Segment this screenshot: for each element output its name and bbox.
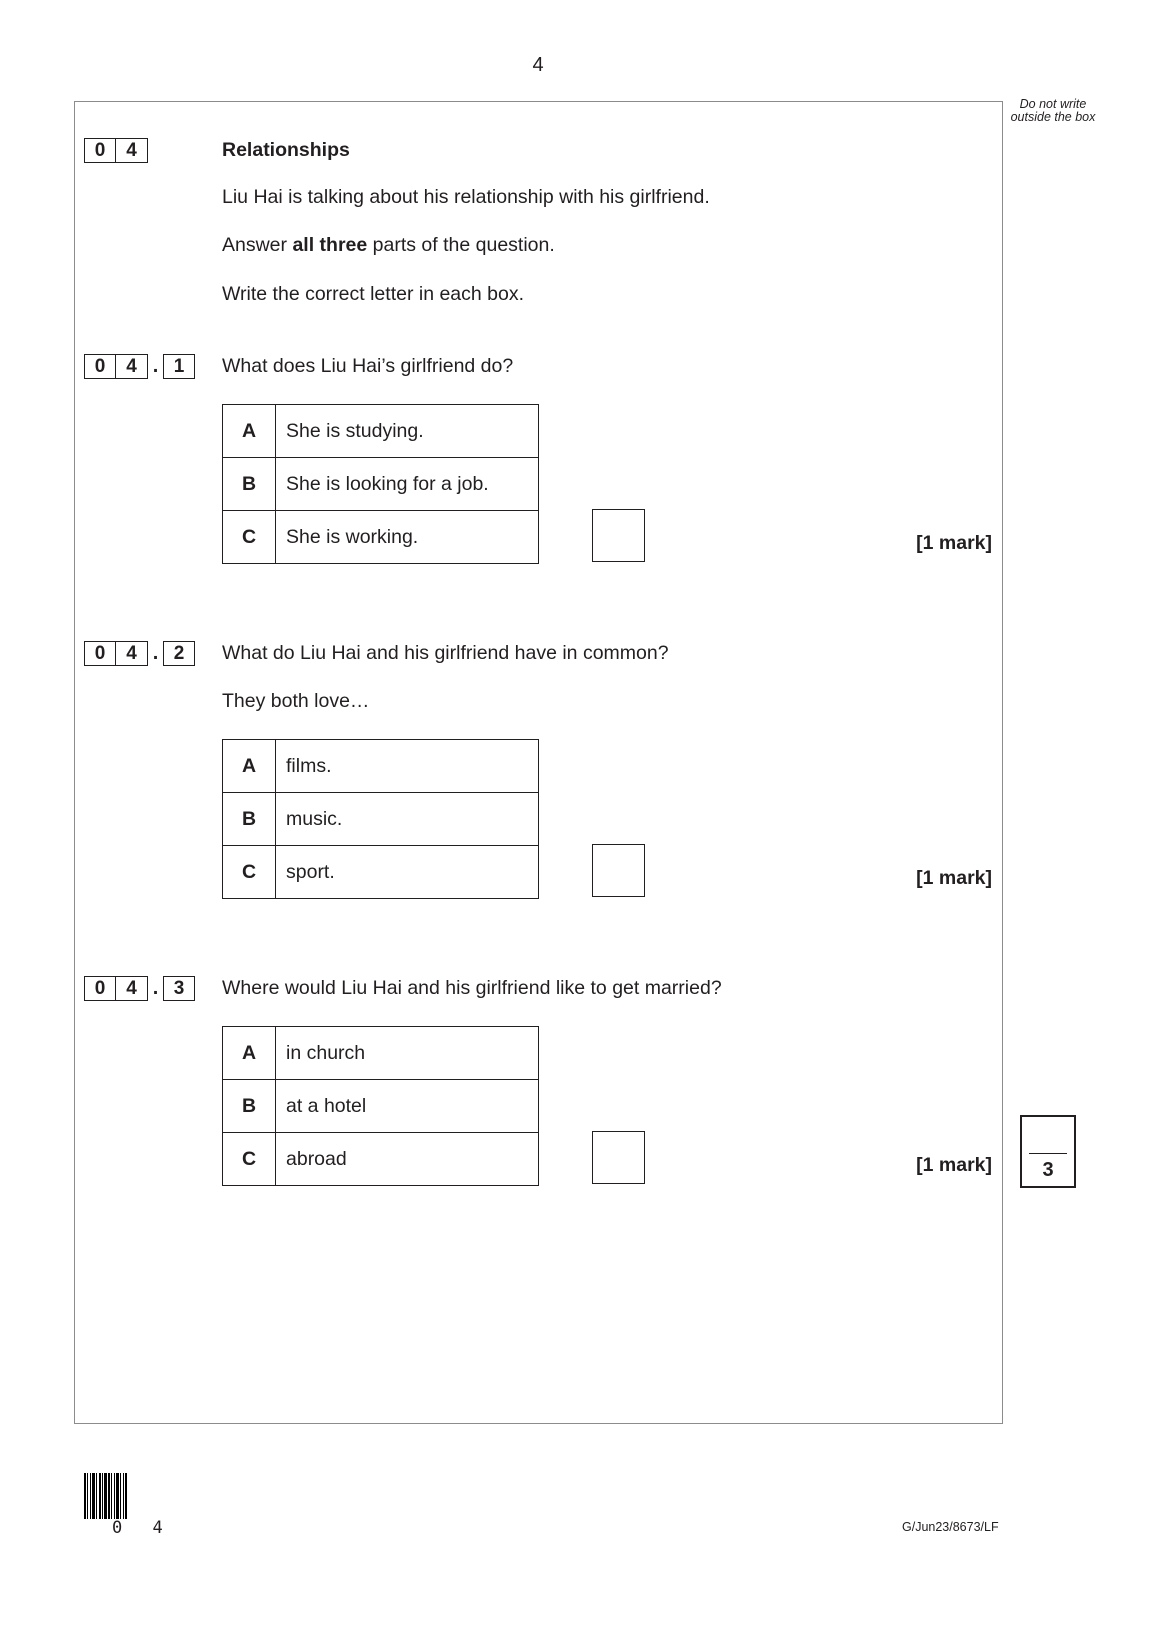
option-letter: A bbox=[223, 405, 276, 458]
option-letter: C bbox=[223, 1133, 276, 1186]
part-number bbox=[84, 976, 195, 1001]
answer-box[interactable] bbox=[592, 844, 645, 897]
option-text: in church bbox=[276, 1027, 539, 1080]
digit: 4 bbox=[116, 976, 148, 1001]
barcode-number: 0 4 bbox=[112, 1518, 173, 1538]
option-text: sport. bbox=[276, 846, 539, 899]
part-prompt: Where would Liu Hai and his girlfriend like to get married? bbox=[222, 977, 722, 999]
question-title: Relationships bbox=[222, 139, 350, 161]
digit: 0 bbox=[84, 641, 116, 666]
option-text: music. bbox=[276, 793, 539, 846]
question-number bbox=[84, 138, 148, 163]
option-row bbox=[223, 1133, 539, 1186]
digit: 2 bbox=[163, 641, 195, 666]
option-letter: B bbox=[223, 793, 276, 846]
question-intro: Liu Hai is talking about his relationship with his girlfriend. bbox=[222, 186, 710, 208]
option-letter: B bbox=[223, 1080, 276, 1133]
score-total: 3 bbox=[1042, 1159, 1054, 1181]
margin-note: Do not write outside the box bbox=[1010, 97, 1096, 124]
digit: 1 bbox=[163, 354, 195, 379]
options-table bbox=[222, 404, 539, 564]
option-text: at a hotel bbox=[276, 1080, 539, 1133]
option-text: She is looking for a job. bbox=[276, 458, 539, 511]
mark-allocation: [1 mark] bbox=[916, 1154, 992, 1176]
instruction-2: Write the correct letter in each box. bbox=[222, 283, 525, 305]
option-row bbox=[223, 740, 539, 793]
option-text: She is working. bbox=[276, 511, 539, 564]
mark-allocation: [1 mark] bbox=[916, 532, 992, 554]
option-row bbox=[223, 793, 539, 846]
mark-allocation: [1 mark] bbox=[916, 867, 992, 889]
option-text: abroad bbox=[276, 1133, 539, 1186]
option-row bbox=[223, 405, 539, 458]
options-table bbox=[222, 1026, 539, 1186]
digit: 4 bbox=[116, 354, 148, 379]
digit: 0 bbox=[84, 354, 116, 379]
digit: 4 bbox=[116, 138, 148, 163]
score-box bbox=[1020, 1115, 1076, 1188]
digit: 4 bbox=[116, 641, 148, 666]
option-row bbox=[223, 1027, 539, 1080]
barcode bbox=[84, 1473, 184, 1519]
option-row bbox=[223, 846, 539, 899]
option-row bbox=[223, 1080, 539, 1133]
separator-dot: . bbox=[152, 977, 159, 999]
option-letter: C bbox=[223, 511, 276, 564]
part-number bbox=[84, 641, 195, 666]
instruction: Answer all three parts of the question. bbox=[222, 234, 555, 256]
digit: 3 bbox=[163, 976, 195, 1001]
paper-reference: G/Jun23/8673/LF bbox=[902, 1520, 999, 1534]
answer-box[interactable] bbox=[592, 509, 645, 562]
option-text: films. bbox=[276, 740, 539, 793]
part-subprompt: They both love… bbox=[222, 690, 370, 712]
option-letter: A bbox=[223, 740, 276, 793]
part-number bbox=[84, 354, 195, 379]
option-letter: A bbox=[223, 1027, 276, 1080]
part-prompt: What do Liu Hai and his girlfriend have in common? bbox=[222, 642, 669, 664]
separator-dot: . bbox=[152, 642, 159, 664]
option-text: She is studying. bbox=[276, 405, 539, 458]
barcode-bar bbox=[127, 1473, 128, 1519]
separator-dot: . bbox=[152, 355, 159, 377]
option-letter: C bbox=[223, 846, 276, 899]
digit: 0 bbox=[84, 976, 116, 1001]
options-table bbox=[222, 739, 539, 899]
answer-box[interactable] bbox=[592, 1131, 645, 1184]
option-row bbox=[223, 511, 539, 564]
part-prompt: What does Liu Hai’s girlfriend do? bbox=[222, 355, 514, 377]
option-row bbox=[223, 458, 539, 511]
page-number: 4 bbox=[532, 54, 544, 76]
digit: 0 bbox=[84, 138, 116, 163]
option-letter: B bbox=[223, 458, 276, 511]
